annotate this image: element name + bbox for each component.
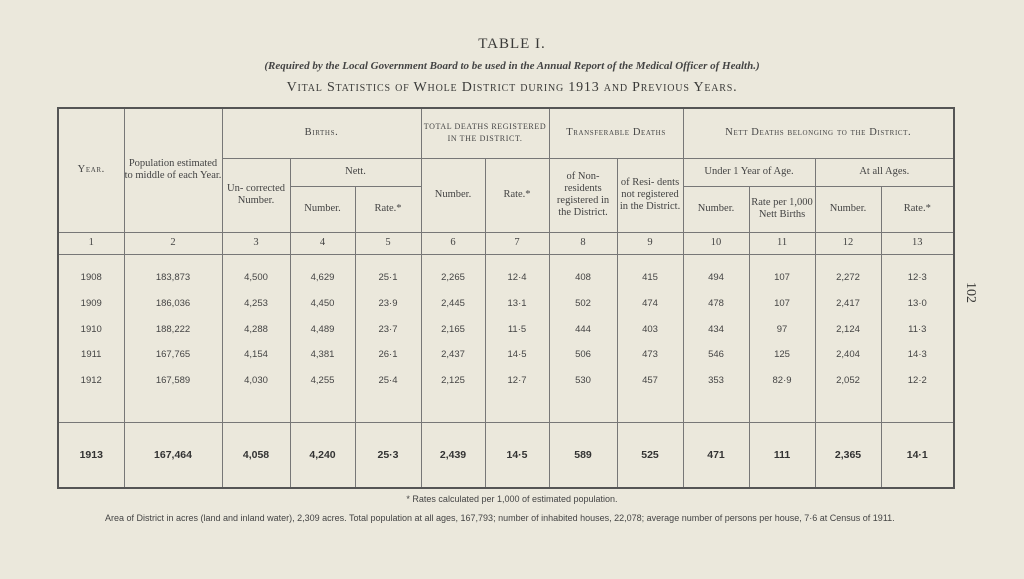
- table-cell: 12·2: [881, 368, 954, 394]
- table-cell: 434: [683, 316, 749, 342]
- total-cell: 167,464: [124, 423, 222, 488]
- header-year: Year.: [58, 108, 124, 232]
- table-cell: 1909: [58, 291, 124, 317]
- table-cell: 23·9: [355, 291, 421, 317]
- table-cell: 125: [749, 342, 815, 368]
- table-heading: Vital Statistics of Whole District during 1913 and Previous Years.: [286, 80, 738, 95]
- table-cell: 4,154: [222, 342, 290, 368]
- header-under-1-year: Under 1 Year of Age.: [683, 158, 815, 186]
- table-cell: 494: [683, 265, 749, 291]
- district-note: Area of District in acres (land and inland water), 2,309 acres. Total population at all ages, 167,793; number of inhabited houses, 22,078; average number of persons per house, 7·6 at Census of 1911.: [105, 513, 895, 523]
- table-cell: 1908: [58, 265, 124, 291]
- col-number-3: 3: [222, 232, 290, 254]
- table-cell: 11·3: [881, 316, 954, 342]
- header-non-residents: of Non- residents registered in the District.: [549, 158, 617, 232]
- table-cell: 14·5: [485, 342, 549, 368]
- header-nett-number: Number.: [290, 186, 355, 232]
- total-cell: 4,240: [290, 423, 355, 488]
- table-cell: 478: [683, 291, 749, 317]
- table-cell: 1910: [58, 316, 124, 342]
- header-deaths-rate: Rate.*: [485, 158, 549, 232]
- table-cell: 4,253: [222, 291, 290, 317]
- header-nett-deaths: Nett Deaths belonging to the District.: [683, 108, 954, 158]
- table-cell: 4,288: [222, 316, 290, 342]
- table-cell: 4,030: [222, 368, 290, 394]
- total-cell: 14·5: [485, 423, 549, 488]
- header-allages-rate: Rate.*: [881, 186, 954, 232]
- table-cell: 4,489: [290, 316, 355, 342]
- header-all-ages: At all Ages.: [815, 158, 954, 186]
- table-cell: 474: [617, 291, 683, 317]
- header-under1-number: Number.: [683, 186, 749, 232]
- table-cell: 1912: [58, 368, 124, 394]
- table-cell: 23·7: [355, 316, 421, 342]
- header-uncorrected: Un- corrected Number.: [222, 158, 290, 232]
- table-cell: 107: [749, 291, 815, 317]
- table-cell: 506: [549, 342, 617, 368]
- table-cell: 186,036: [124, 291, 222, 317]
- col-number-9: 9: [617, 232, 683, 254]
- table-cell: 444: [549, 316, 617, 342]
- table-cell: 2,165: [421, 316, 485, 342]
- table-row: [58, 368, 954, 394]
- table-cell: 4,381: [290, 342, 355, 368]
- table-cell: 188,222: [124, 316, 222, 342]
- table-cell: 82·9: [749, 368, 815, 394]
- table-cell: 97: [749, 316, 815, 342]
- table-cell: 167,589: [124, 368, 222, 394]
- table-cell: 4,450: [290, 291, 355, 317]
- col-number-8: 8: [549, 232, 617, 254]
- header-allages-number: Number.: [815, 186, 881, 232]
- col-number-13: 13: [881, 232, 954, 254]
- table-cell: 12·7: [485, 368, 549, 394]
- table-cell: 26·1: [355, 342, 421, 368]
- table-title: TABLE I.: [478, 36, 546, 52]
- total-cell: 525: [617, 423, 683, 488]
- total-cell: 471: [683, 423, 749, 488]
- table-row: [58, 342, 954, 368]
- table-cell: 12·3: [881, 265, 954, 291]
- table-row: [58, 265, 954, 291]
- table-cell: 4,629: [290, 265, 355, 291]
- header-total-deaths: TOTAL DEATHS REGISTERED IN THE DISTRICT.: [421, 108, 549, 158]
- total-cell: 4,058: [222, 423, 290, 488]
- table-cell: 4,255: [290, 368, 355, 394]
- table-cell: 415: [617, 265, 683, 291]
- table-cell: 1911: [58, 342, 124, 368]
- header-nett: Nett.: [290, 158, 421, 186]
- col-number-10: 10: [683, 232, 749, 254]
- table-cell: 4,500: [222, 265, 290, 291]
- col-number-5: 5: [355, 232, 421, 254]
- col-number-2: 2: [124, 232, 222, 254]
- table-cell: 107: [749, 265, 815, 291]
- table-cell: 12·4: [485, 265, 549, 291]
- col-number-7: 7: [485, 232, 549, 254]
- table-cell: 2,417: [815, 291, 881, 317]
- table-cell: 502: [549, 291, 617, 317]
- table-cell: 2,404: [815, 342, 881, 368]
- table-row: [58, 316, 954, 342]
- col-number-6: 6: [421, 232, 485, 254]
- table-cell: 13·0: [881, 291, 954, 317]
- total-cell: 2,439: [421, 423, 485, 488]
- header-nett-rate: Rate.*: [355, 186, 421, 232]
- table-cell: 183,873: [124, 265, 222, 291]
- table-cell: 2,125: [421, 368, 485, 394]
- table-cell: 14·3: [881, 342, 954, 368]
- total-row-1913: [58, 423, 954, 488]
- header-population: Population estimated to middle of each Year.: [124, 108, 222, 232]
- table-cell: 457: [617, 368, 683, 394]
- table-cell: 13·1: [485, 291, 549, 317]
- total-cell: 589: [549, 423, 617, 488]
- vital-statistics-table: [57, 107, 955, 489]
- total-cell: 2,365: [815, 423, 881, 488]
- total-cell: 1913: [58, 423, 124, 488]
- header-residents-not-registered: of Resi- dents not registered in the District.: [617, 158, 683, 232]
- table-cell: 403: [617, 316, 683, 342]
- col-number-11: 11: [749, 232, 815, 254]
- table-cell: 167,765: [124, 342, 222, 368]
- col-number-12: 12: [815, 232, 881, 254]
- table-row: [58, 291, 954, 317]
- table-cell: 2,437: [421, 342, 485, 368]
- table-cell: 2,445: [421, 291, 485, 317]
- table-cell: 353: [683, 368, 749, 394]
- table-cell: 25·4: [355, 368, 421, 394]
- header-deaths-number: Number.: [421, 158, 485, 232]
- table-cell: 2,124: [815, 316, 881, 342]
- table-cell: 473: [617, 342, 683, 368]
- col-number-1: 1: [58, 232, 124, 254]
- total-cell: 25·3: [355, 423, 421, 488]
- page-number: 102: [963, 282, 978, 303]
- table-cell: 530: [549, 368, 617, 394]
- rates-footnote: * Rates calculated per 1,000 of estimated population.: [406, 494, 618, 504]
- col-number-4: 4: [290, 232, 355, 254]
- table-cell: 546: [683, 342, 749, 368]
- table-cell: 2,265: [421, 265, 485, 291]
- total-cell: 14·1: [881, 423, 954, 488]
- table-cell: 11·5: [485, 316, 549, 342]
- table-cell: 25·1: [355, 265, 421, 291]
- header-under1-rate: Rate per 1,000 Nett Births: [749, 186, 815, 232]
- table-cell: 2,052: [815, 368, 881, 394]
- total-cell: 111: [749, 423, 815, 488]
- table-cell: 408: [549, 265, 617, 291]
- table-cell: 2,272: [815, 265, 881, 291]
- header-births: Births.: [222, 108, 421, 158]
- table-subtitle: (Required by the Local Government Board to be used in the Annual Report of the Medical Officer of Health.): [264, 60, 760, 72]
- header-transferable-deaths: Transferable Deaths: [549, 108, 683, 158]
